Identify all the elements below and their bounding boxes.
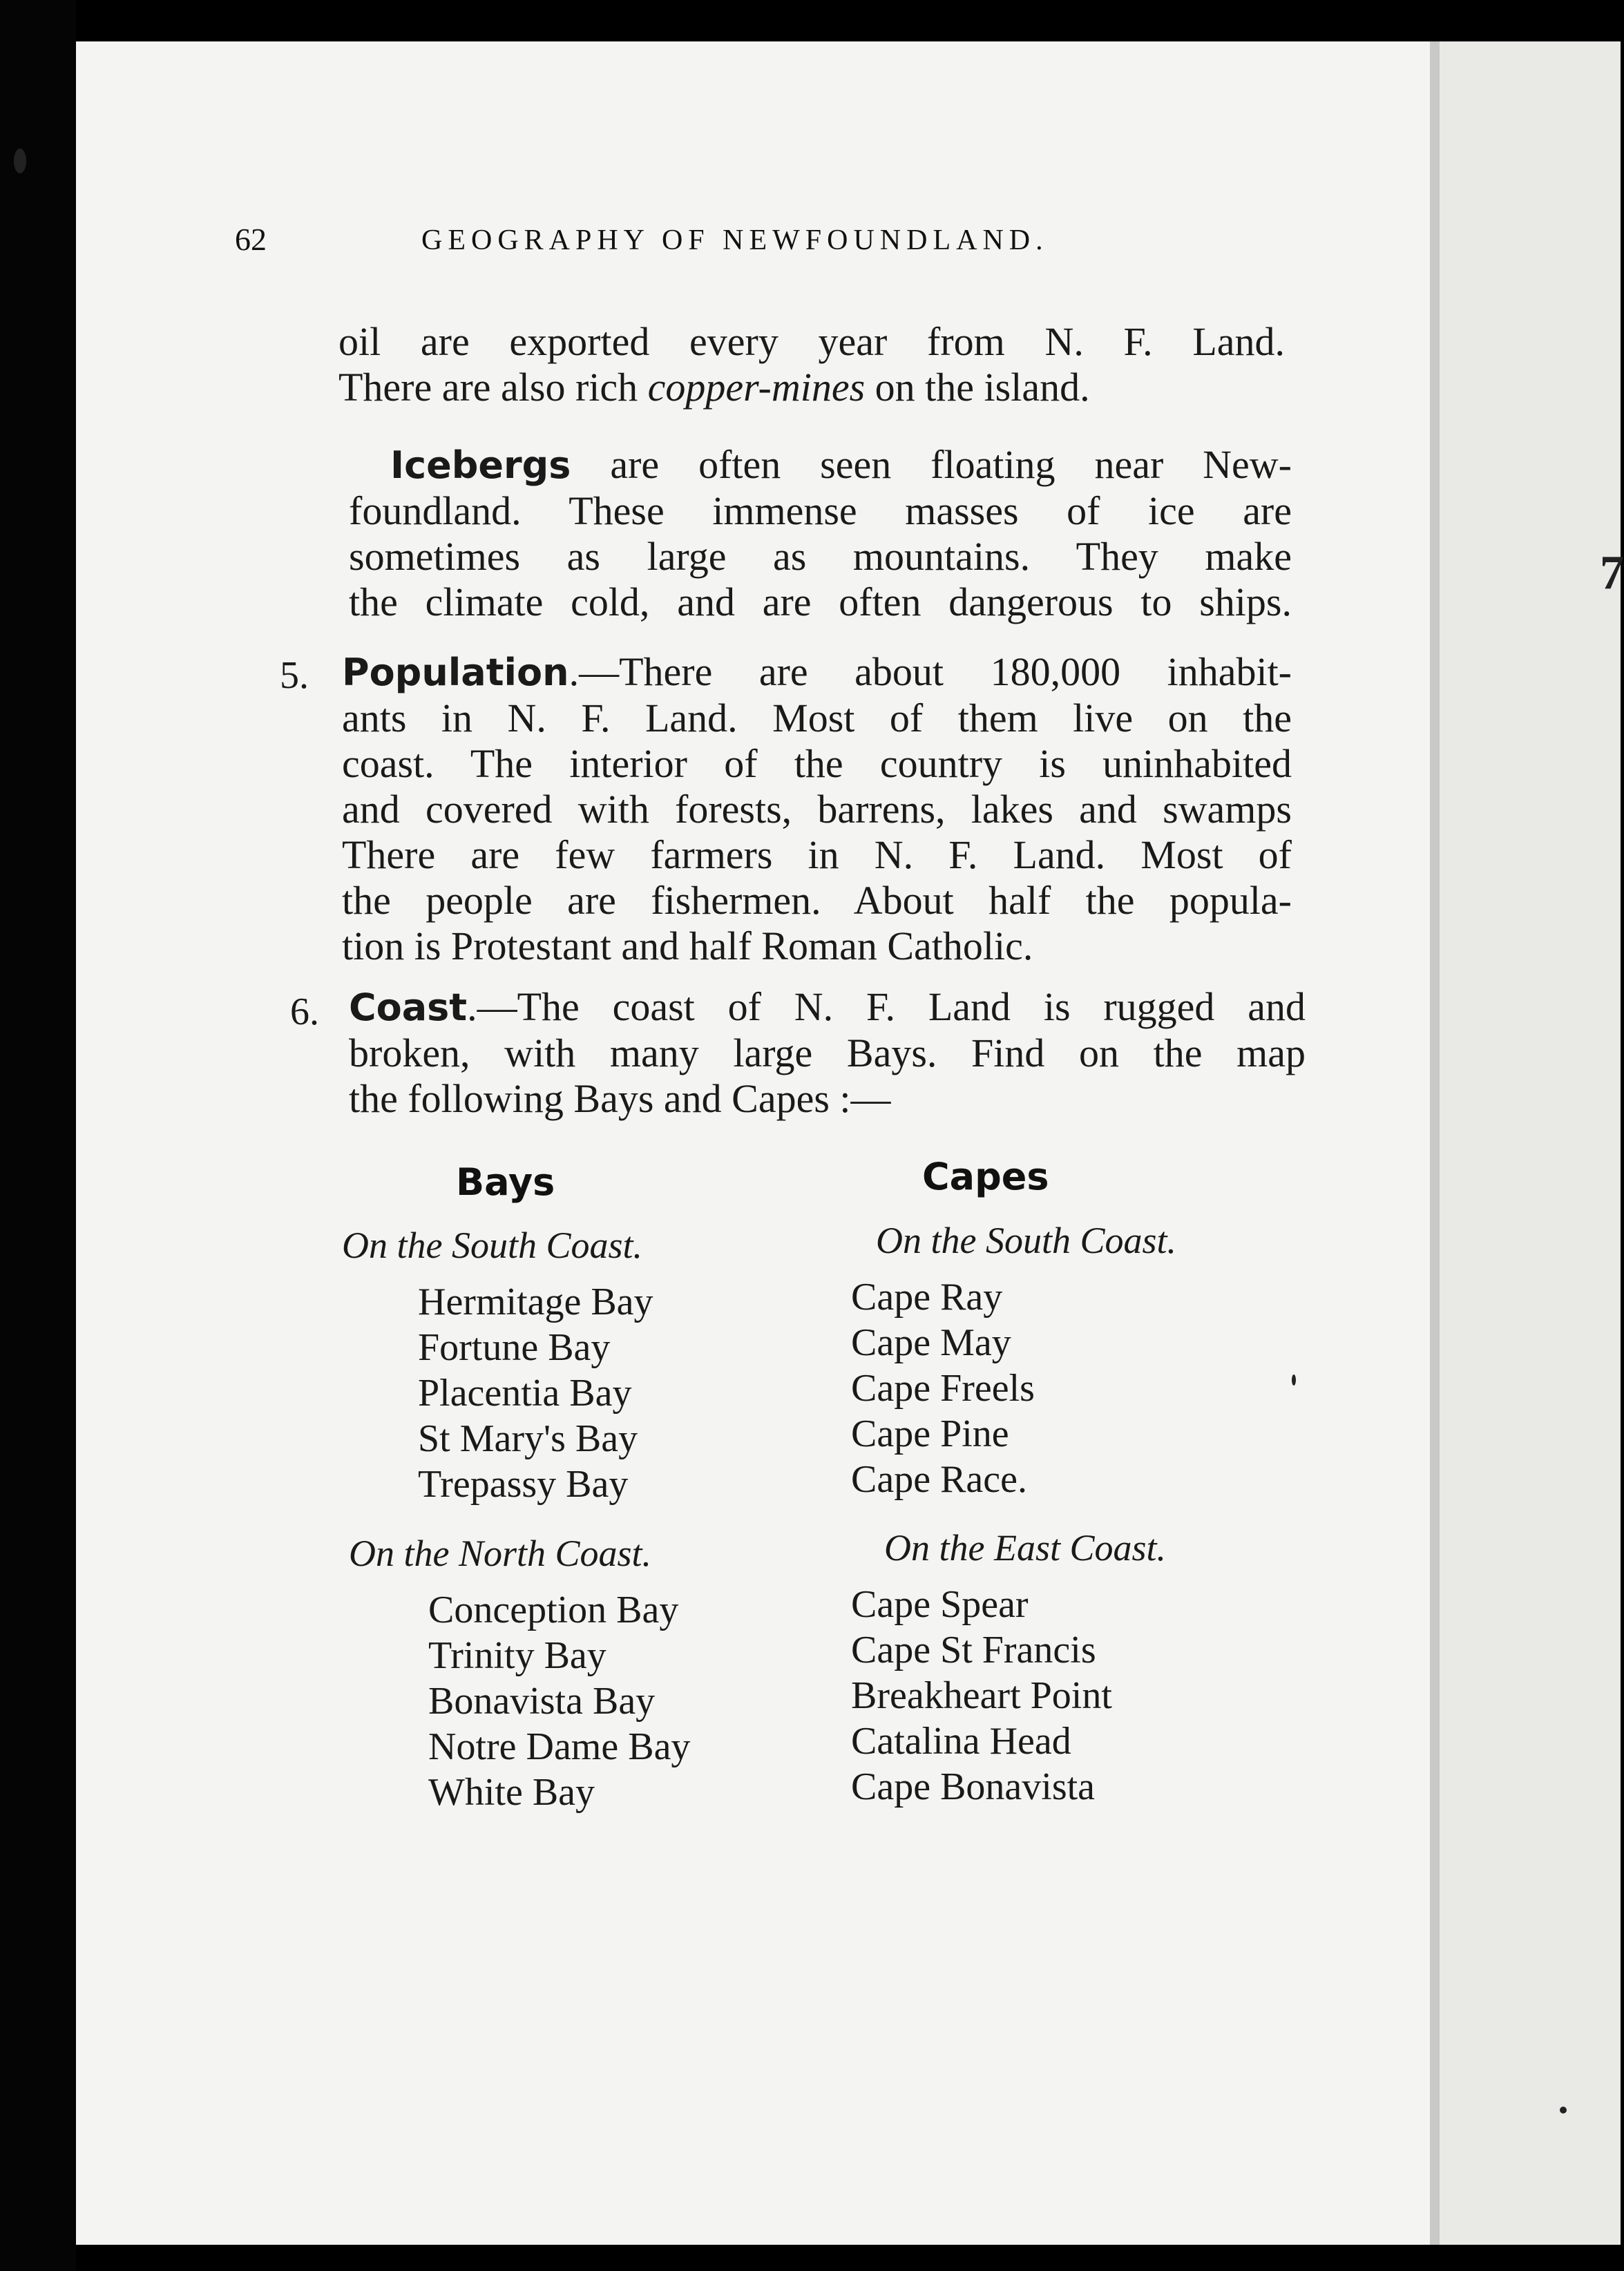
scan-speck [14, 148, 26, 173]
running-head [235, 221, 1335, 262]
list-item: Trinity Bay [428, 1634, 606, 1677]
section-number-5: 5. [280, 654, 309, 697]
bays-south-heading: On the South Coast. [342, 1225, 643, 1266]
list-item: Conception Bay [428, 1589, 679, 1631]
facing-page-fragment: 7 [1600, 546, 1624, 600]
list-item: White Bay [428, 1771, 595, 1814]
text-line: the people are fishermen. About half the popula- [342, 878, 1292, 923]
section-number-6: 6. [290, 990, 319, 1033]
capes-east-heading: On the East Coast. [884, 1527, 1167, 1569]
text-line: foundland. These immense masses of ice are [349, 488, 1292, 533]
scan-border-left [0, 0, 76, 2271]
list-item: Cape Race. [851, 1458, 1027, 1501]
paragraph-population [342, 649, 1292, 969]
text-line: tion is Protestant and half Roman Catholic. [342, 923, 1033, 968]
text-line: and covered with forests, barrens, lakes and swamps [342, 787, 1292, 832]
text-line: broken, with many large Bays. Find on the map [349, 1031, 1306, 1075]
text-line: ants in N. F. Land. Most of them live on the [342, 696, 1292, 740]
list-item: Bonavista Bay [428, 1680, 656, 1723]
list-item: Fortune Bay [418, 1326, 611, 1369]
capes-east-list [851, 1582, 1112, 1810]
scan-speck [1292, 1374, 1296, 1386]
capes-heading: Capes [922, 1155, 1049, 1198]
capes-south-list [851, 1274, 1035, 1502]
text-line: the following Bays and Capes :— [349, 1076, 891, 1121]
list-item: St Mary's Bay [418, 1417, 638, 1460]
list-item: Hermitage Bay [418, 1281, 653, 1323]
text-line: There are also rich copper-mines on the island. [338, 365, 1090, 410]
list-item: Cape Pine [851, 1412, 1009, 1455]
bays-north-heading: On the North Coast. [349, 1533, 652, 1574]
paragraph-icebergs [349, 442, 1292, 625]
list-item: Placentia Bay [418, 1372, 632, 1415]
bays-heading: Bays [456, 1160, 555, 1204]
term-coast: Coast [349, 986, 468, 1029]
text-line: the climate cold, and are often dangerous to ships. [349, 579, 1292, 624]
term-population: Population [342, 651, 569, 694]
list-item: Trepassy Bay [418, 1463, 629, 1506]
paragraph-coast [349, 984, 1306, 1122]
list-item: Notre Dame Bay [428, 1725, 691, 1768]
text-line: Icebergs are often seen floating near New- [390, 442, 1292, 487]
text-line: coast. The interior of the country is uninhabited [342, 741, 1292, 786]
bays-north-list [428, 1587, 690, 1815]
text-line: There are few farmers in N. F. Land. Most of [342, 832, 1292, 877]
emphasis-copper-mines: copper-mines [647, 365, 866, 410]
list-item: Cape Spear [851, 1583, 1029, 1626]
list-item: Cape St Francis [851, 1629, 1096, 1671]
paragraph-intro [338, 319, 1285, 410]
facing-page-edge [1430, 41, 1621, 2245]
term-icebergs: Icebergs [390, 443, 571, 487]
text-line: oil are exported every year from N. F. Land. [338, 319, 1285, 364]
text-line: sometimes as large as mountains. They make [349, 534, 1292, 579]
capes-south-heading: On the South Coast. [876, 1220, 1177, 1261]
list-item: Cape Freels [851, 1367, 1035, 1410]
text-line: Coast.—The coast of N. F. Land is rugged and [349, 984, 1306, 1029]
list-item: Breakheart Point [851, 1674, 1112, 1717]
list-item: Catalina Head [851, 1720, 1071, 1763]
list-item: Cape Bonavista [851, 1765, 1096, 1808]
scan-speck [1560, 2107, 1567, 2114]
list-item: Cape Ray [851, 1276, 1003, 1319]
page-number: 62 [235, 222, 267, 257]
text-line: Population.—There are about 180,000 inhabit- [342, 649, 1292, 694]
running-title: GEOGRAPHY OF NEWFOUNDLAND. [421, 224, 1049, 256]
bays-south-list [418, 1279, 653, 1507]
list-item: Cape May [851, 1321, 1011, 1364]
